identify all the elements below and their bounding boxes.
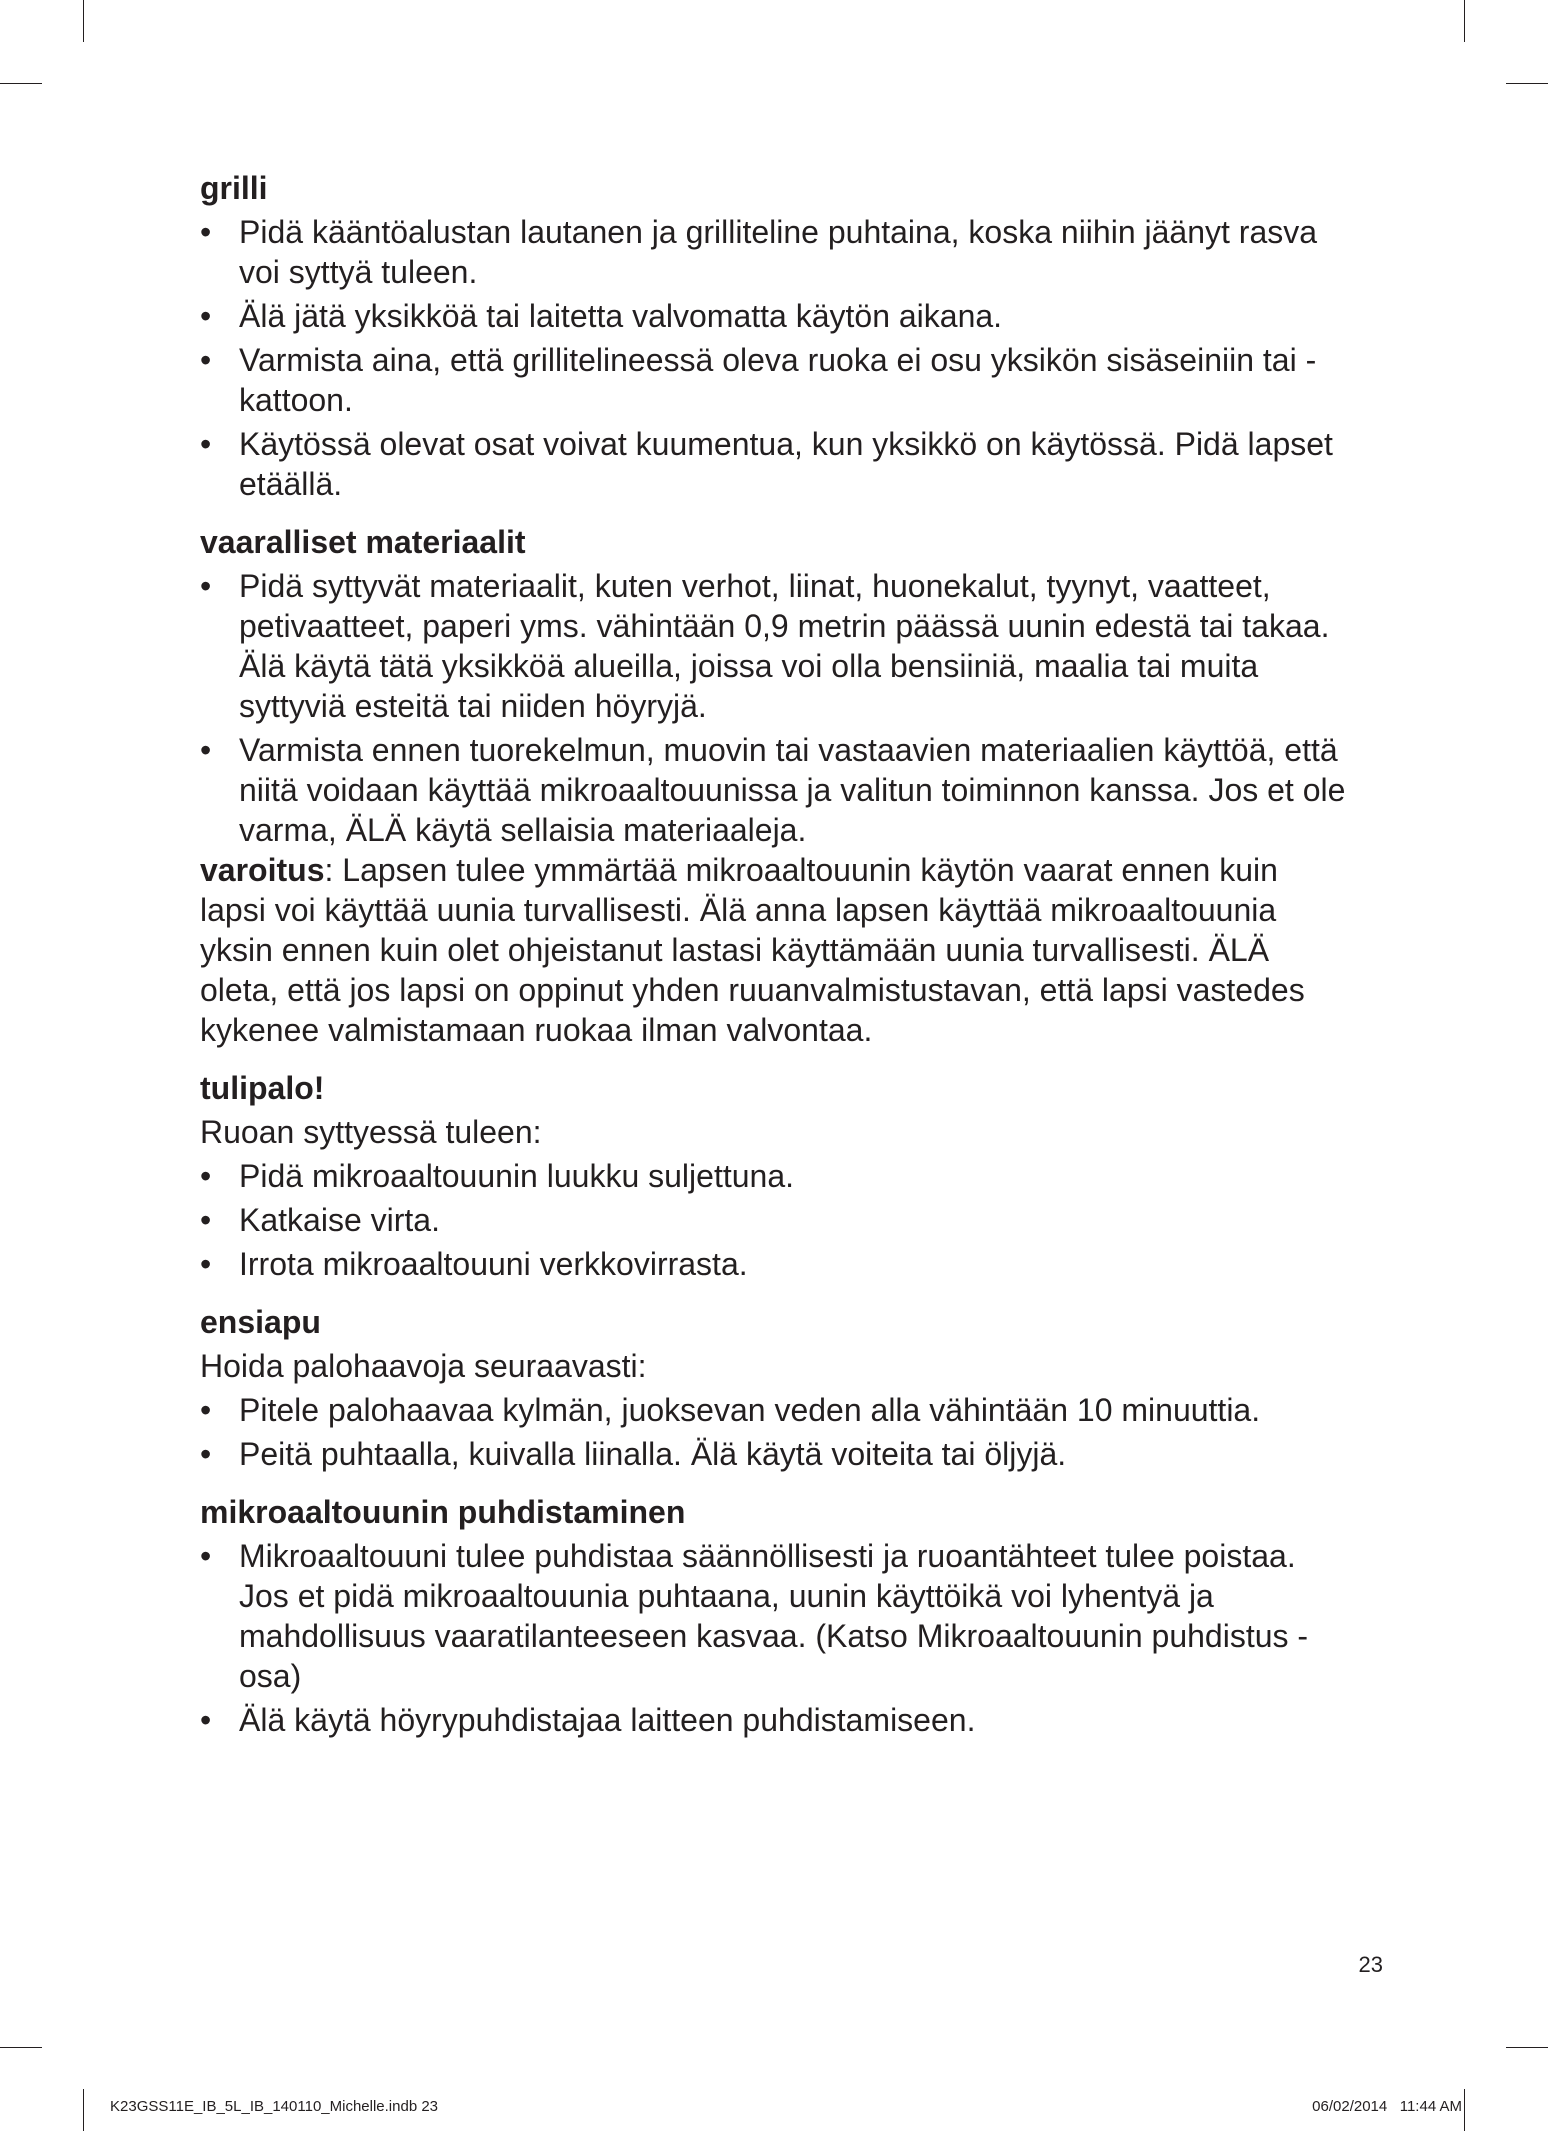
list-item: • Irrota mikroaaltouuni verkkovirrasta. <box>200 1244 1350 1284</box>
bullet-list <box>200 1390 1350 1474</box>
section-heading: vaaralliset materiaalit <box>200 524 526 560</box>
list-item: • Käytössä olevat osat voivat kuumentua, kun yksikkö on käytössä. Pidä lapset etäällä. <box>200 424 1350 504</box>
footer-date-time: 06/02/2014 11:44 AM <box>1312 2098 1462 2115</box>
section-heading: tulipalo! <box>200 1070 325 1106</box>
list-item: • Peitä puhtaalla, kuivalla liinalla. Älä käytä voiteita tai öljyjä. <box>200 1434 1350 1474</box>
crop-mark-left-bottom <box>0 2047 42 2048</box>
warning-text: : Lapsen tulee ymmärtää mikroaaltouunin käytön vaarat ennen kuin lapsi voi käyttää uunia turvallisesti. Älä anna lapsen käyttää mikroaaltouunia yksin ennen kuin olet ohjeistanut lastasi käyttämään uunia turvallisesti. ÄLÄ oleta, että jos lapsi on oppinut yhden ruuanvalmistustavan, että lapsi vastedes kykenee valmistamaan ruokaa ilman valvontaa. <box>200 852 1305 1048</box>
section-grilli <box>200 168 1350 504</box>
list-item: • Katkaise virta. <box>200 1200 1350 1240</box>
bullet-list <box>200 1156 1350 1284</box>
section-ensiapu <box>200 1302 1350 1474</box>
section-heading: grilli <box>200 170 268 206</box>
list-item: • Pidä syttyvät materiaalit, kuten verhot, liinat, huonekalut, tyynyt, vaatteet, petivaatteet, paperi yms. vähintään 0,9 metrin päässä uunin edestä tai takaa. Älä käytä tätä yksikköä alueilla, joissa voi olla bensiiniä, maalia tai muita syttyviä esteitä tai niiden höyryjä. <box>200 566 1350 726</box>
crop-mark-bottom-right <box>1464 2089 1465 2131</box>
section-intro: Hoida palohaavoja seuraavasti: <box>200 1348 647 1384</box>
warning-label: varoitus <box>200 852 325 888</box>
section-heading: ensiapu <box>200 1304 321 1340</box>
list-item: • Pidä mikroaaltouunin luukku suljettuna. <box>200 1156 1350 1196</box>
crop-mark-bottom-left <box>83 2089 84 2131</box>
list-item: • Mikroaaltouuni tulee puhdistaa säännöllisesti ja ruoantähteet tulee poistaa. Jos et pidä mikroaaltouunia puhtaana, uunin käyttöikä voi lyhentyä ja mahdollisuus vaaratilanteeseen kasvaa. (Katso Mikroaaltouunin puhdistus -osa) <box>200 1536 1350 1696</box>
crop-mark-right-bottom <box>1506 2047 1548 2048</box>
list-item: • Älä jätä yksikköä tai laitetta valvomatta käytön aikana. <box>200 296 1350 336</box>
list-item: • Älä käytä höyrypuhdistajaa laitteen puhdistamiseen. <box>200 1700 1350 1740</box>
footer-file-name: K23GSS11E_IB_5L_IB_140110_Michelle.indb 23 <box>110 2098 439 2115</box>
list-item: • Pitele palohaavaa kylmän, juoksevan veden alla vähintään 10 minuuttia. <box>200 1390 1350 1430</box>
page-number: 23 <box>1358 1952 1383 1977</box>
crop-mark-top-right <box>1464 0 1465 42</box>
crop-mark-left-top <box>0 83 42 84</box>
section-vaaralliset-materiaalit <box>200 522 1350 1050</box>
list-item: • Pidä kääntöalustan lautanen ja grilliteline puhtaina, koska niihin jäänyt rasva voi syttyä tuleen. <box>200 212 1350 292</box>
list-item: • Varmista ennen tuorekelmun, muovin tai vastaavien materiaalien käyttöä, että niitä voidaan käyttää mikroaaltouunissa ja valitun toiminnon kanssa. Jos et ole varma, ÄLÄ käytä sellaisia materiaaleja. <box>200 730 1350 850</box>
list-item: • Varmista aina, että grillitelineessä oleva ruoka ei osu yksikön sisäseiniin tai -kattoon. <box>200 340 1350 420</box>
bullet-list <box>200 212 1350 504</box>
bullet-list <box>200 1536 1350 1740</box>
crop-mark-top-left <box>83 0 84 42</box>
bullet-list <box>200 566 1350 850</box>
warning-paragraph <box>200 850 1350 1050</box>
section-intro: Ruoan syttyessä tuleen: <box>200 1114 542 1150</box>
section-heading: mikroaaltouunin puhdistaminen <box>200 1494 686 1530</box>
section-tulipalo <box>200 1068 1350 1284</box>
page-content <box>200 168 1350 1744</box>
section-mikroaaltouunin-puhdistaminen <box>200 1492 1350 1740</box>
crop-mark-right-top <box>1506 83 1548 84</box>
